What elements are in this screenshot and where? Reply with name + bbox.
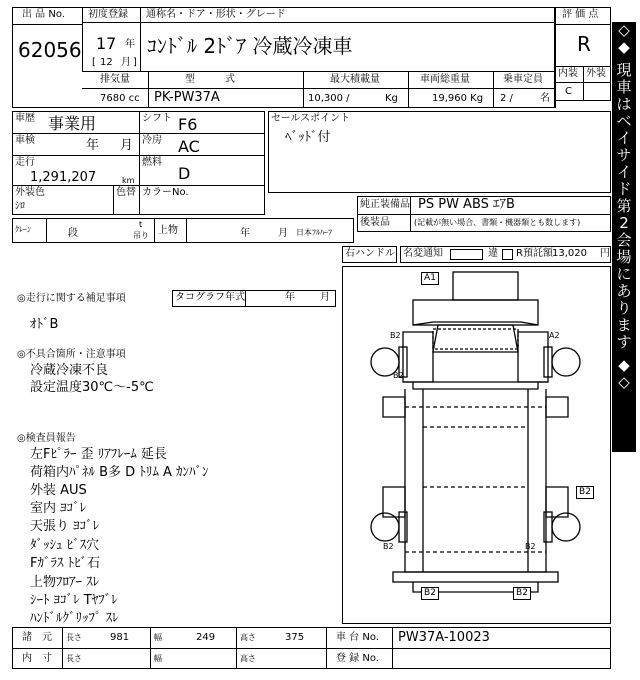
damage-mark[interactable]: B2 bbox=[513, 587, 531, 600]
inspector-line: 天張り ﾖｺﾞﾚ bbox=[30, 519, 100, 534]
gross-weight-value: 19,960 Kg bbox=[432, 93, 484, 104]
banner-char: に bbox=[616, 265, 632, 283]
vehicle-name-label: 通称名・ドア・形状・グレード bbox=[146, 9, 286, 20]
chassis-label: 車 台 No. bbox=[336, 632, 379, 643]
interior-label: 内装 bbox=[558, 68, 578, 79]
mileage-unit: km bbox=[122, 176, 135, 185]
first-reg-year-unit: 年 bbox=[125, 39, 135, 50]
model-value: PK-PW37A bbox=[154, 90, 220, 105]
displacement-label: 排気量 bbox=[100, 74, 130, 85]
inspector-line: 外装 AUS bbox=[30, 483, 87, 498]
defect-label: ◎不具合箇所・注意事項 bbox=[17, 349, 126, 360]
tacho-label: タコグラフ年式 bbox=[175, 292, 245, 303]
tax-box[interactable] bbox=[502, 249, 513, 260]
crane-ton-unit: t bbox=[139, 220, 143, 229]
banner-char: ド bbox=[616, 180, 632, 198]
truck-outline bbox=[343, 267, 610, 623]
fuel-value: D bbox=[178, 164, 191, 183]
height-value: 375 bbox=[285, 632, 305, 643]
damage-mark[interactable]: A1 bbox=[421, 272, 439, 285]
inner-length-label: 長さ bbox=[66, 654, 82, 663]
damage-mark[interactable]: B2 bbox=[383, 542, 394, 551]
grade-label: 評 価 点 bbox=[562, 9, 599, 20]
inner-width-label: 幅 bbox=[154, 654, 162, 663]
color-change-label: 色替 bbox=[116, 187, 136, 198]
first-reg-month-close: ] bbox=[133, 57, 137, 68]
recycle-label: R預託額 bbox=[516, 248, 553, 259]
tax-label: 違 bbox=[488, 248, 498, 259]
crane-hang-label: 吊り bbox=[133, 231, 149, 240]
damage-diagram bbox=[342, 266, 611, 624]
shift-label: シフト bbox=[142, 113, 172, 124]
first-reg-year: 17 bbox=[96, 34, 117, 53]
first-reg-month-unit: 月 bbox=[121, 57, 131, 68]
banner-char: は bbox=[616, 95, 632, 113]
inspector-line: 左Fﾋﾟﾗｰ 歪 ﾘｱﾌﾚｰﾑ 延長 bbox=[30, 447, 167, 462]
equipment-label: 純正装備品 bbox=[360, 199, 410, 210]
spec-label: 諸 元 bbox=[22, 632, 52, 643]
banner-char: イ bbox=[616, 129, 632, 147]
inspector-line: 室内 ﾖｺﾞﾚ bbox=[30, 501, 87, 516]
rhd-label: 右ハンドル bbox=[345, 248, 395, 259]
banner-char: 現 bbox=[616, 61, 632, 79]
color-no-label: カラーNo. bbox=[142, 187, 189, 198]
banner-char: ◇ bbox=[618, 21, 630, 39]
capacity-unit: 名 bbox=[540, 93, 550, 104]
grade-value: R bbox=[577, 32, 591, 56]
banner-char: 会 bbox=[616, 231, 632, 249]
first-reg-month: 12 bbox=[100, 57, 113, 68]
sales-point-text: ﾍﾞｯﾄﾞ付 bbox=[285, 130, 331, 145]
tacho-year: 年 bbox=[285, 292, 295, 303]
banner-char: ベ bbox=[616, 112, 632, 130]
tacho-month: 月 bbox=[320, 292, 330, 303]
model-label: 型 式 bbox=[185, 74, 235, 85]
banner-char: あ bbox=[616, 282, 632, 300]
crane-stage-unit: 段 bbox=[68, 228, 78, 239]
inner-label: 内 寸 bbox=[22, 653, 52, 664]
color-value: ｼﾛ bbox=[15, 201, 25, 212]
capacity-value: 2 / bbox=[500, 93, 513, 104]
aftermarket-note: (記載が無い場合、書類・機器類とも数します) bbox=[414, 218, 581, 227]
vehicle-name: ｺﾝﾄﾞﾙ 2ﾄﾞｱ 冷蔵冷凍車 bbox=[147, 34, 353, 58]
usage-label: 車歴 bbox=[15, 113, 35, 124]
ac-label: 冷房 bbox=[142, 135, 162, 146]
inspector-label: ◎検査員報告 bbox=[17, 433, 76, 444]
banner-char: 場 bbox=[616, 248, 632, 266]
banner-char: 第 bbox=[616, 197, 632, 215]
lot-label: 出 品 No. bbox=[22, 9, 65, 20]
damage-mark[interactable]: B2 bbox=[525, 542, 536, 551]
name-change-box[interactable] bbox=[450, 249, 483, 260]
aftermarket-label: 後装品 bbox=[360, 217, 390, 228]
length-label: 長さ bbox=[66, 633, 82, 642]
damage-mark[interactable]: B2 bbox=[421, 587, 439, 600]
driving-text: ｵﾄﾞB bbox=[30, 317, 59, 332]
side-banner bbox=[612, 22, 636, 452]
inspector-line: ﾀﾞｯｼｭ ﾋﾞｽ穴 bbox=[30, 538, 100, 553]
inspection-month: 月 bbox=[120, 138, 134, 153]
width-label: 幅 bbox=[154, 633, 162, 642]
damage-mark[interactable]: A2 bbox=[549, 331, 560, 340]
banner-char: ま bbox=[616, 316, 632, 334]
height-label: 高さ bbox=[240, 633, 256, 642]
banner-char: イ bbox=[616, 163, 632, 181]
max-load-unit: Kg bbox=[385, 93, 398, 104]
max-load-label: 最大積載量 bbox=[330, 74, 380, 85]
lift-maker: 日本ﾌﾙﾊｰﾌ bbox=[296, 228, 332, 237]
inspector-line: 上物ﾌﾛｱｰ ｽﾚ bbox=[30, 575, 100, 590]
crane-label: ｸﾚｰﾝ bbox=[15, 225, 31, 234]
color-label: 外装色 bbox=[15, 187, 45, 198]
first-reg-month-open: [ bbox=[92, 57, 96, 68]
banner-char: 車 bbox=[616, 78, 632, 96]
lift-year-unit: 年 bbox=[240, 228, 250, 239]
defect-line: 冷蔵冷凍不良 bbox=[30, 363, 109, 378]
banner-char: ◇ bbox=[618, 373, 630, 391]
mileage-label: 走行 bbox=[15, 157, 35, 168]
defect-line: 設定温度30℃～-5℃ bbox=[30, 380, 154, 395]
ac-value: AC bbox=[178, 137, 200, 156]
shift-value: F6 bbox=[178, 115, 198, 134]
damage-mark[interactable]: B2 bbox=[576, 486, 594, 499]
banner-char: サ bbox=[616, 146, 632, 164]
inspection-label: 車検 bbox=[15, 135, 35, 146]
equipment-items: PS PW ABS ｴｱB bbox=[418, 197, 515, 212]
inspector-line: ﾊﾝﾄﾞﾙｸﾞﾘｯﾌﾟ ｽﾚ bbox=[30, 611, 119, 626]
banner-char: り bbox=[616, 299, 632, 317]
inspector-line: Fｶﾞﾗｽ ﾄﾋﾞ石 bbox=[30, 556, 101, 571]
mileage-value: 1,291,207 bbox=[30, 170, 97, 185]
damage-mark[interactable]: B2 bbox=[393, 371, 404, 380]
length-value: 981 bbox=[110, 632, 130, 643]
recycle-amount: 13,020 bbox=[552, 248, 587, 259]
inspector-line: 荷箱内ﾊﾟﾈﾙ B多 D ﾄﾘﾑ A ｶﾝﾊﾞﾝ bbox=[30, 465, 209, 480]
banner-char: す bbox=[616, 333, 632, 351]
driving-notes-label: ◎走行に関する補足事項 bbox=[17, 293, 126, 304]
reg-label: 登 録 No. bbox=[336, 653, 379, 664]
lift-month-unit: 月 bbox=[278, 228, 288, 239]
banner-char: 2 bbox=[619, 214, 629, 232]
width-value: 249 bbox=[196, 632, 216, 643]
inspection-year: 年 bbox=[86, 138, 100, 153]
interior-grade: C bbox=[565, 86, 572, 97]
lot-number: 62056 bbox=[18, 38, 82, 62]
lift-label: 上物 bbox=[158, 225, 178, 236]
chassis-value: PW37A-10023 bbox=[398, 630, 490, 645]
banner-char: ◆ bbox=[618, 356, 630, 374]
damage-mark[interactable]: B2 bbox=[390, 331, 401, 340]
sales-point-label: セールスポイント bbox=[271, 113, 351, 124]
max-load-value: 10,300 / bbox=[308, 93, 350, 104]
gross-weight-label: 車両総重量 bbox=[420, 74, 470, 85]
exterior-label: 外装 bbox=[586, 68, 606, 79]
capacity-label: 乗車定員 bbox=[503, 74, 543, 85]
name-change-label: 名変通知 bbox=[403, 248, 443, 259]
inner-height-label: 高さ bbox=[240, 654, 256, 663]
banner-char: ◆ bbox=[618, 38, 630, 56]
fuel-label: 燃料 bbox=[142, 157, 162, 168]
recycle-yen: 円 bbox=[600, 248, 610, 259]
displacement-value: 7680 cc bbox=[100, 93, 140, 104]
first-reg-label: 初度登録 bbox=[88, 9, 128, 20]
usage-value: 事業用 bbox=[48, 114, 97, 133]
inspector-line: ｼｰﾄ ﾖｺﾞﾚ Tﾔﾌﾞﾚ bbox=[30, 593, 118, 608]
